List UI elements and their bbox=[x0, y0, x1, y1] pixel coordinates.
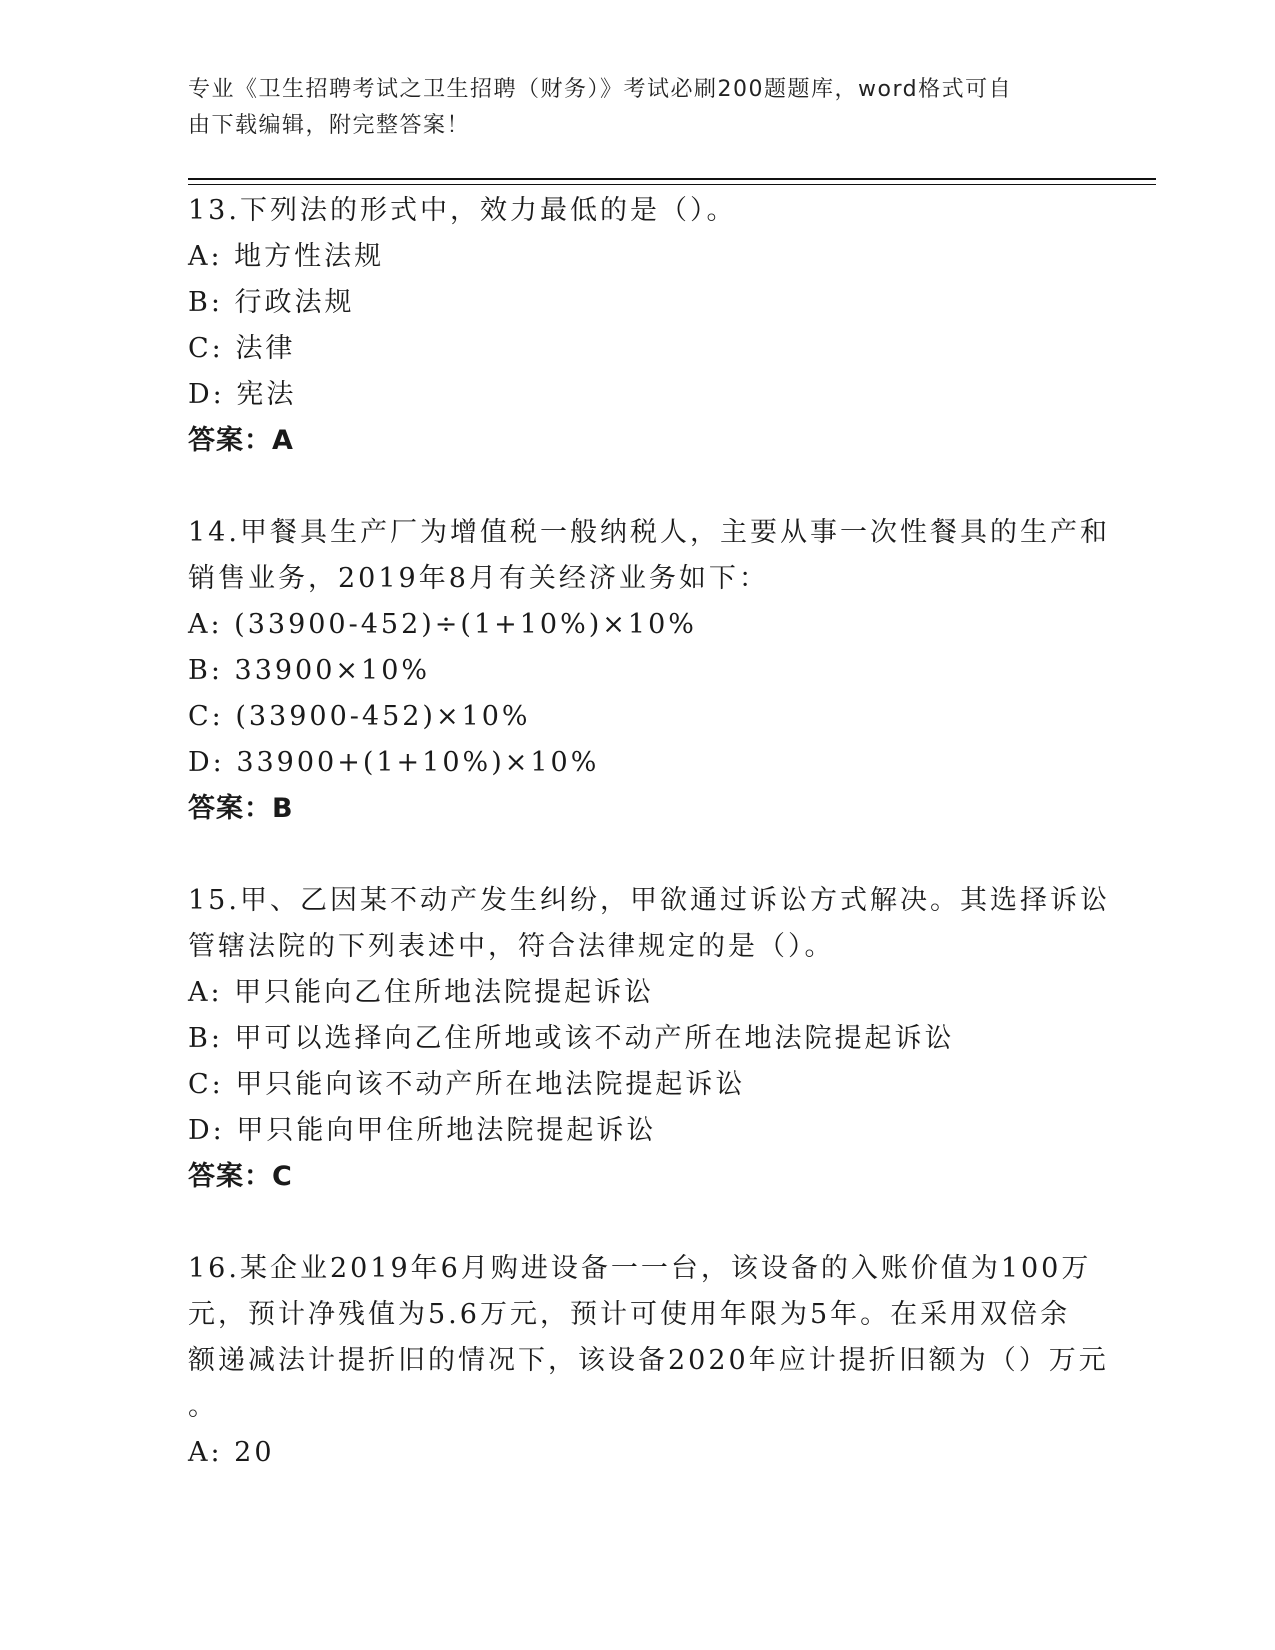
question-text: 13.下列法的形式中，效力最低的是（）。 bbox=[188, 195, 737, 226]
option-b: B: 甲可以选择向乙住所地或该不动产所在地法院提起诉讼 bbox=[188, 1023, 955, 1054]
option-a: A: 20 bbox=[188, 1437, 275, 1468]
answer-text: 答案：A bbox=[188, 425, 294, 456]
question-text: 14.甲餐具生产厂为增值税一般纳税人，主要从事一次性餐具的生产和 bbox=[188, 517, 1110, 548]
question-text-continued: 元，预计净残值为5.6万元，预计可使用年限为5年。在采用双倍余 bbox=[188, 1299, 1071, 1330]
question-15 bbox=[188, 878, 1110, 1200]
option-b: B: 33900×10% bbox=[188, 655, 431, 686]
question-text-continued: 管辖法院的下列表述中，符合法律规定的是（）。 bbox=[188, 931, 835, 962]
option-a: A: 地方性法规 bbox=[188, 241, 385, 272]
option-c: C: 甲只能向该不动产所在地法院提起诉讼 bbox=[188, 1069, 746, 1100]
answer-text: 答案：C bbox=[188, 1161, 293, 1192]
option-c: C: 法律 bbox=[188, 333, 296, 364]
option-b: B: 行政法规 bbox=[188, 287, 355, 318]
question-16 bbox=[188, 1246, 1109, 1476]
question-text-continued: 额递减法计提折旧的情况下，该设备2020年应计提折旧额为（）万元 bbox=[188, 1345, 1109, 1376]
header-line-2: 由下载编辑，附完整答案！ bbox=[188, 113, 471, 138]
question-13 bbox=[188, 188, 1088, 464]
option-d: D: 33900+(1+10%)×10% bbox=[188, 747, 600, 778]
header-divider-thin bbox=[188, 184, 1156, 185]
option-d: D: 甲只能向甲住所地法院提起诉讼 bbox=[188, 1115, 657, 1146]
question-list bbox=[188, 188, 1110, 1476]
option-a: A: (33900-452)÷(1+10%)×10% bbox=[188, 609, 697, 640]
question-14 bbox=[188, 510, 1110, 832]
header-divider bbox=[188, 178, 1156, 180]
header-line-1: 专业《卫生招聘考试之卫生招聘（财务）》考试必刷200题题库，word格式可自 bbox=[188, 77, 1013, 102]
option-a: A: 甲只能向乙住所地法院提起诉讼 bbox=[188, 977, 655, 1008]
question-text-continued: 。 bbox=[188, 1391, 218, 1422]
question-text-continued: 销售业务，2019年8月有关经济业务如下： bbox=[188, 563, 769, 594]
answer-text: 答案：B bbox=[188, 793, 294, 824]
option-c: C: (33900-452)×10% bbox=[188, 701, 531, 732]
question-text: 16.某企业2019年6月购进设备一一台，该设备的入账价值为100万 bbox=[188, 1253, 1092, 1284]
document-header bbox=[188, 72, 1068, 144]
question-text: 15.甲、乙因某不动产发生纠纷，甲欲通过诉讼方式解决。其选择诉讼 bbox=[188, 885, 1110, 916]
option-d: D: 宪法 bbox=[188, 379, 297, 410]
